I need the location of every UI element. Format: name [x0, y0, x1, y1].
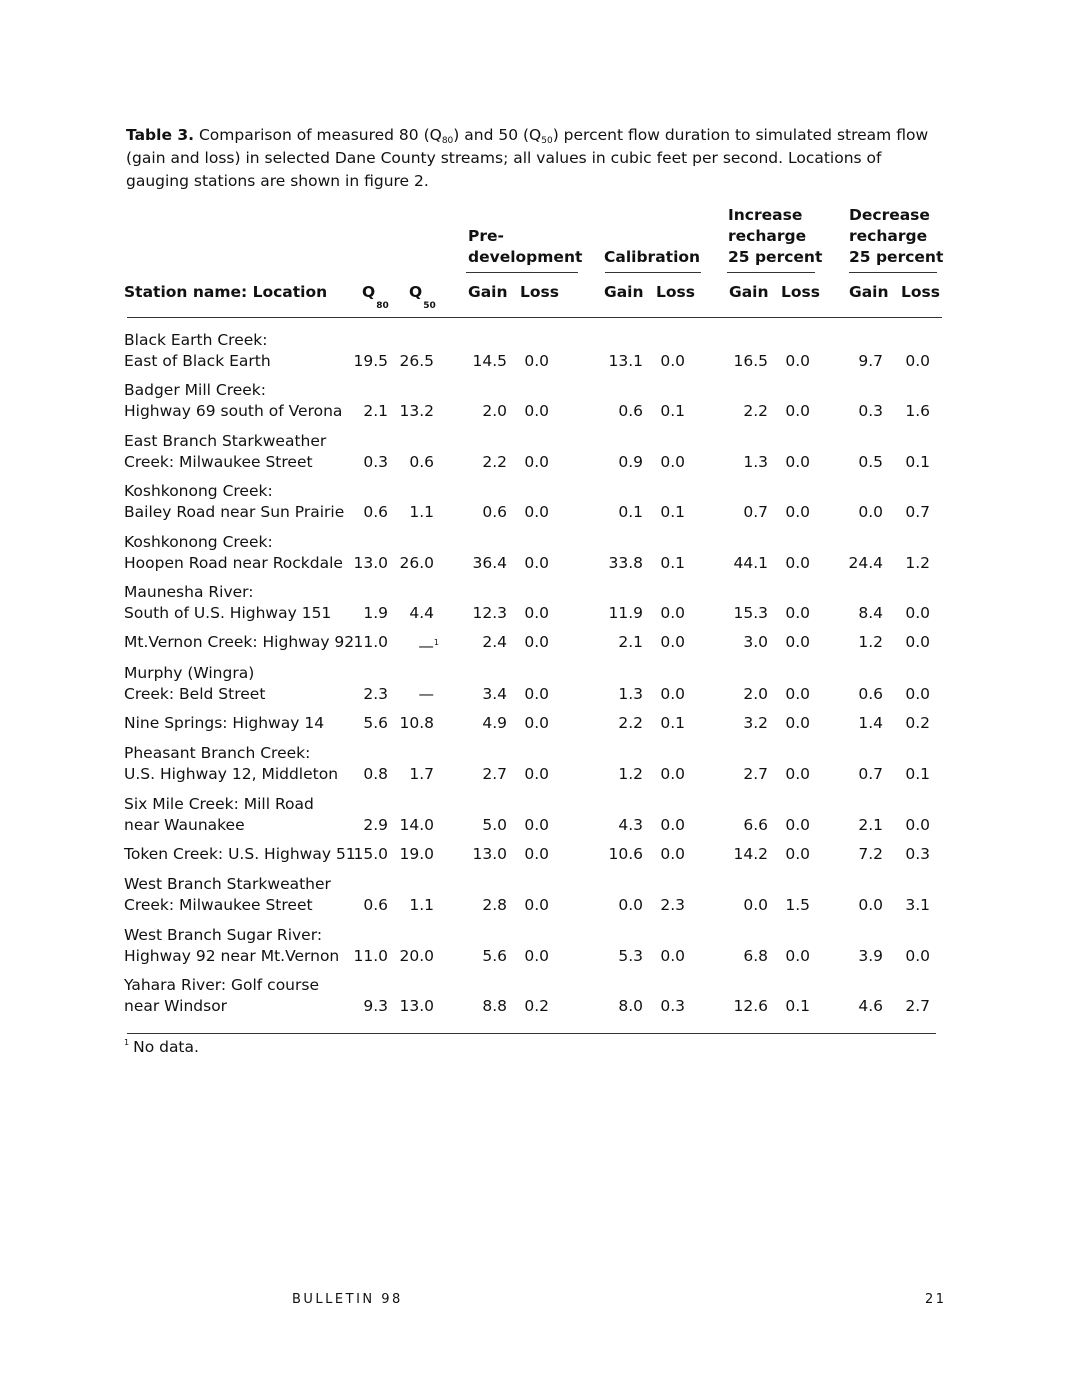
table-caption: Table 3. Comparison of measured 80 $(Q_{80})$ and 50 $(Q_{50})$ percent flow duration to simulated stream flow (gain and loss) in selected Dane County streams; all values in cubic feet per second. Locations of gauging stations are shown in figure 2.	[126, 126, 929, 190]
cell-dec-gain: 0.6	[858, 685, 883, 703]
cell-pre-gain: 3.4	[482, 685, 507, 703]
cell-pre-gain: 5.0	[482, 816, 507, 834]
cell-inc-gain: 6.8	[743, 947, 768, 965]
cell-inc-gain: 2.0	[743, 685, 768, 703]
cell-pre-loss: 0.0	[524, 453, 549, 471]
cell-q50: 14.0	[399, 816, 434, 834]
cell-cal-gain: 0.6	[618, 402, 643, 420]
cell-q50: 26.5	[399, 352, 434, 370]
cell-inc-loss: 0.1	[785, 997, 810, 1015]
cell-dec-loss: 1.6	[905, 402, 930, 420]
cell-pre-loss: 0.0	[524, 714, 549, 732]
footer-bulletin: BULLETIN 98	[292, 1292, 403, 1307]
cell-cal-loss: 0.0	[660, 765, 685, 783]
cell-pre-loss: 0.0	[524, 503, 549, 521]
station-name: Token Creek: U.S. Highway 51	[124, 845, 356, 863]
cell-q80: 0.6	[363, 503, 388, 521]
cell-pre-loss: 0.2	[524, 997, 549, 1015]
cell-dec-loss: 0.3	[905, 845, 930, 863]
cell-pre-gain: 4.9	[482, 714, 507, 732]
cell-cal-loss: 0.0	[660, 453, 685, 471]
cell-pre-gain: 2.2	[482, 453, 507, 471]
header-inc-gain: Gain	[729, 283, 769, 301]
cell-dec-gain: 0.7	[858, 765, 883, 783]
cell-pre-loss: 0.0	[524, 765, 549, 783]
cell-inc-gain: 3.0	[743, 633, 768, 651]
footnote: $^1$ No data.	[124, 1038, 199, 1056]
cell-inc-gain: 12.6	[733, 997, 768, 1015]
cell-cal-loss: 0.1	[660, 503, 685, 521]
cell-dec-gain: 4.6	[858, 997, 883, 1015]
cell-cal-loss: 2.3	[660, 896, 685, 914]
cell-dec-loss: 0.0	[905, 604, 930, 622]
header-pre-loss: Loss	[520, 283, 559, 301]
cell-inc-loss: 0.0	[785, 503, 810, 521]
cell-q80: 0.3	[363, 453, 388, 471]
cell-cal-loss: 0.0	[660, 845, 685, 863]
station-name: East Branch Starkweather Creek: Milwaukee Street	[124, 432, 327, 471]
cell-dec-gain: 2.1	[858, 816, 883, 834]
cell-dec-gain: 24.4	[848, 554, 883, 572]
cell-inc-gain: 15.3	[733, 604, 768, 622]
station-name: Yahara River: Golf course near Windsor	[124, 976, 319, 1015]
cell-pre-gain: 2.0	[482, 402, 507, 420]
cell-dec-gain: 0.0	[858, 503, 883, 521]
cell-pre-gain: 14.5	[472, 352, 507, 370]
cell-cal-gain: 1.2	[618, 765, 643, 783]
cell-dec-loss: 0.1	[905, 453, 930, 471]
cell-dec-loss: 0.2	[905, 714, 930, 732]
cell-dec-gain: 9.7	[858, 352, 883, 370]
cell-cal-loss: 0.0	[660, 604, 685, 622]
cell-pre-gain: 0.6	[482, 503, 507, 521]
cell-inc-loss: 0.0	[785, 554, 810, 572]
cell-inc-loss: 0.0	[785, 765, 810, 783]
header-decrease-recharge: Decrease recharge 25 percent	[849, 206, 944, 266]
cell-q50: 13.0	[399, 997, 434, 1015]
cell-cal-gain: 2.2	[618, 714, 643, 732]
cell-cal-gain: 13.1	[608, 352, 643, 370]
cell-pre-gain: 2.8	[482, 896, 507, 914]
header-dec-gain: Gain	[849, 283, 889, 301]
cell-cal-gain: 5.3	[618, 947, 643, 965]
cell-q50: 4.4	[409, 604, 434, 622]
cell-dec-loss: 0.0	[905, 816, 930, 834]
cell-inc-loss: 0.0	[785, 633, 810, 651]
cell-q80: 0.8	[363, 765, 388, 783]
header-predevelopment: Pre- development	[468, 227, 583, 266]
cell-inc-loss: 1.5	[785, 896, 810, 914]
cell-inc-gain: 14.2	[733, 845, 768, 863]
station-name: West Branch Sugar River: Highway 92 near Mt.Vernon	[124, 926, 340, 965]
cell-pre-gain: 2.4	[482, 633, 507, 651]
station-name: Six Mile Creek: Mill Road near Waunakee	[124, 795, 314, 834]
cell-cal-loss: 0.0	[660, 633, 685, 651]
cell-inc-gain: 0.7	[743, 503, 768, 521]
cell-q50: 1.7	[409, 765, 434, 783]
cell-pre-gain: 13.0	[472, 845, 507, 863]
cell-inc-loss: 0.0	[785, 685, 810, 703]
cell-inc-loss: 0.0	[785, 947, 810, 965]
cell-q80: 15.0	[353, 845, 388, 863]
cell-inc-loss: 0.0	[785, 402, 810, 420]
table-bottom-rule	[127, 1033, 936, 1034]
cell-inc-gain: 16.5	[733, 352, 768, 370]
cell-inc-gain: 2.7	[743, 765, 768, 783]
cell-cal-gain: 10.6	[608, 845, 643, 863]
cell-q80: 1.9	[363, 604, 388, 622]
cell-inc-gain: 3.2	[743, 714, 768, 732]
station-name: Badger Mill Creek: Highway 69 south of Verona	[124, 381, 343, 420]
cell-cal-gain: 0.0	[618, 896, 643, 914]
cell-q50: 1.1	[409, 503, 434, 521]
cell-inc-gain: 2.2	[743, 402, 768, 420]
header-cal-gain: Gain	[604, 283, 644, 301]
cell-cal-loss: 0.1	[660, 402, 685, 420]
cell-inc-gain: 0.0	[743, 896, 768, 914]
cell-cal-loss: 0.0	[660, 947, 685, 965]
cell-q80: 9.3	[363, 997, 388, 1015]
cell-pre-loss: 0.0	[524, 685, 549, 703]
cell-cal-gain: 4.3	[618, 816, 643, 834]
station-name: Koshkonong Creek: Bailey Road near Sun Prairie	[124, 482, 345, 521]
cell-inc-loss: 0.0	[785, 816, 810, 834]
cell-cal-loss: 0.1	[660, 714, 685, 732]
cell-pre-loss: 0.0	[524, 633, 549, 651]
cell-inc-loss: 0.0	[785, 714, 810, 732]
cell-q50: 10.8	[399, 714, 434, 732]
header-inc-loss: Loss	[781, 283, 820, 301]
cell-inc-gain: 44.1	[733, 554, 768, 572]
cell-dec-loss: 0.7	[905, 503, 930, 521]
cell-cal-gain: 11.9	[608, 604, 643, 622]
cell-pre-loss: 0.0	[524, 352, 549, 370]
station-name: Mt.Vernon Creek: Highway 92	[124, 633, 355, 651]
cell-cal-gain: 0.9	[618, 453, 643, 471]
station-name: West Branch Starkweather Creek: Milwaukee Street	[124, 875, 331, 914]
cell-inc-gain: 6.6	[743, 816, 768, 834]
cell-pre-gain: 5.6	[482, 947, 507, 965]
cell-dec-loss: 0.0	[905, 633, 930, 651]
cell-pre-loss: 0.0	[524, 845, 549, 863]
cell-pre-loss: 0.0	[524, 554, 549, 572]
cell-cal-loss: 0.0	[660, 816, 685, 834]
cell-pre-gain: 8.8	[482, 997, 507, 1015]
page-number: 21	[925, 1292, 947, 1307]
cell-cal-gain: 8.0	[618, 997, 643, 1015]
header-station-location: Station name: Location	[124, 283, 328, 301]
cell-q50: 26.0	[399, 554, 434, 572]
cell-dec-loss: 0.0	[905, 352, 930, 370]
station-name: Murphy (Wingra) Creek: Beld Street	[124, 664, 266, 703]
cell-inc-loss: 0.0	[785, 845, 810, 863]
cell-cal-loss: 0.1	[660, 554, 685, 572]
cell-dec-gain: 0.0	[858, 896, 883, 914]
cell-dec-loss: 0.1	[905, 765, 930, 783]
cell-q80: 0.6	[363, 896, 388, 914]
cell-inc-loss: 0.0	[785, 604, 810, 622]
cell-dec-gain: 0.3	[858, 402, 883, 420]
header-rule-calibration	[605, 272, 701, 273]
header-bottom-rule	[127, 317, 942, 318]
cell-cal-loss: 0.0	[660, 352, 685, 370]
header-rule-decrease	[849, 272, 937, 273]
header-q50: $Q_{50}$	[409, 283, 436, 311]
cell-dec-gain: 3.9	[858, 947, 883, 965]
header-pre-gain: Gain	[468, 283, 508, 301]
cell-inc-loss: 0.0	[785, 453, 810, 471]
cell-cal-gain: 33.8	[608, 554, 643, 572]
cell-pre-loss: 0.0	[524, 816, 549, 834]
cell-cal-gain: 1.3	[618, 685, 643, 703]
cell-q80: 19.5	[353, 352, 388, 370]
cell-q50: —$^1$	[418, 637, 439, 655]
cell-q80: 2.3	[363, 685, 388, 703]
cell-cal-loss: 0.3	[660, 997, 685, 1015]
cell-dec-gain: 7.2	[858, 845, 883, 863]
cell-pre-loss: 0.0	[524, 604, 549, 622]
station-name: Nine Springs: Highway 14	[124, 714, 325, 732]
cell-pre-loss: 0.0	[524, 896, 549, 914]
cell-q80: 11.0	[353, 633, 388, 651]
cell-inc-loss: 0.0	[785, 352, 810, 370]
cell-q80: 2.1	[363, 402, 388, 420]
cell-dec-loss: 2.7	[905, 997, 930, 1015]
station-name: Pheasant Branch Creek: U.S. Highway 12, Middleton	[124, 744, 339, 783]
cell-q50: 19.0	[399, 845, 434, 863]
cell-q80: 11.0	[353, 947, 388, 965]
cell-q50: 0.6	[409, 453, 434, 471]
cell-dec-gain: 8.4	[858, 604, 883, 622]
cell-q80: 5.6	[363, 714, 388, 732]
header-rule-increase	[727, 272, 815, 273]
cell-dec-loss: 0.0	[905, 685, 930, 703]
station-name: Koshkonong Creek: Hoopen Road near Rockdale	[124, 533, 343, 572]
header-cal-loss: Loss	[656, 283, 695, 301]
cell-dec-gain: 1.2	[858, 633, 883, 651]
cell-q50: 20.0	[399, 947, 434, 965]
cell-dec-loss: 0.0	[905, 947, 930, 965]
header-calibration: Calibration	[604, 248, 701, 266]
cell-q80: 2.9	[363, 816, 388, 834]
station-name: Maunesha River: South of U.S. Highway 151	[124, 583, 332, 622]
cell-pre-gain: 2.7	[482, 765, 507, 783]
cell-q80: 13.0	[353, 554, 388, 572]
cell-cal-loss: 0.0	[660, 685, 685, 703]
cell-q50: 13.2	[399, 402, 434, 420]
cell-q50: 1.1	[409, 896, 434, 914]
table-label: Table 3.	[126, 126, 195, 144]
cell-cal-gain: 0.1	[618, 503, 643, 521]
cell-dec-loss: 3.1	[905, 896, 930, 914]
header-increase-recharge: Increase recharge 25 percent	[728, 206, 823, 266]
cell-cal-gain: 2.1	[618, 633, 643, 651]
station-name: Black Earth Creek: East of Black Earth	[124, 331, 271, 370]
cell-dec-loss: 1.2	[905, 554, 930, 572]
cell-pre-loss: 0.0	[524, 947, 549, 965]
header-rule-predevelopment	[466, 272, 578, 273]
header-q80: $Q_{80}$	[362, 283, 389, 311]
cell-q50: —	[418, 685, 434, 703]
cell-dec-gain: 0.5	[858, 453, 883, 471]
cell-pre-loss: 0.0	[524, 402, 549, 420]
footnote-marker: 1	[433, 638, 439, 647]
cell-pre-gain: 12.3	[472, 604, 507, 622]
cell-dec-gain: 1.4	[858, 714, 883, 732]
cell-pre-gain: 36.4	[472, 554, 507, 572]
cell-inc-gain: 1.3	[743, 453, 768, 471]
header-dec-loss: Loss	[901, 283, 940, 301]
